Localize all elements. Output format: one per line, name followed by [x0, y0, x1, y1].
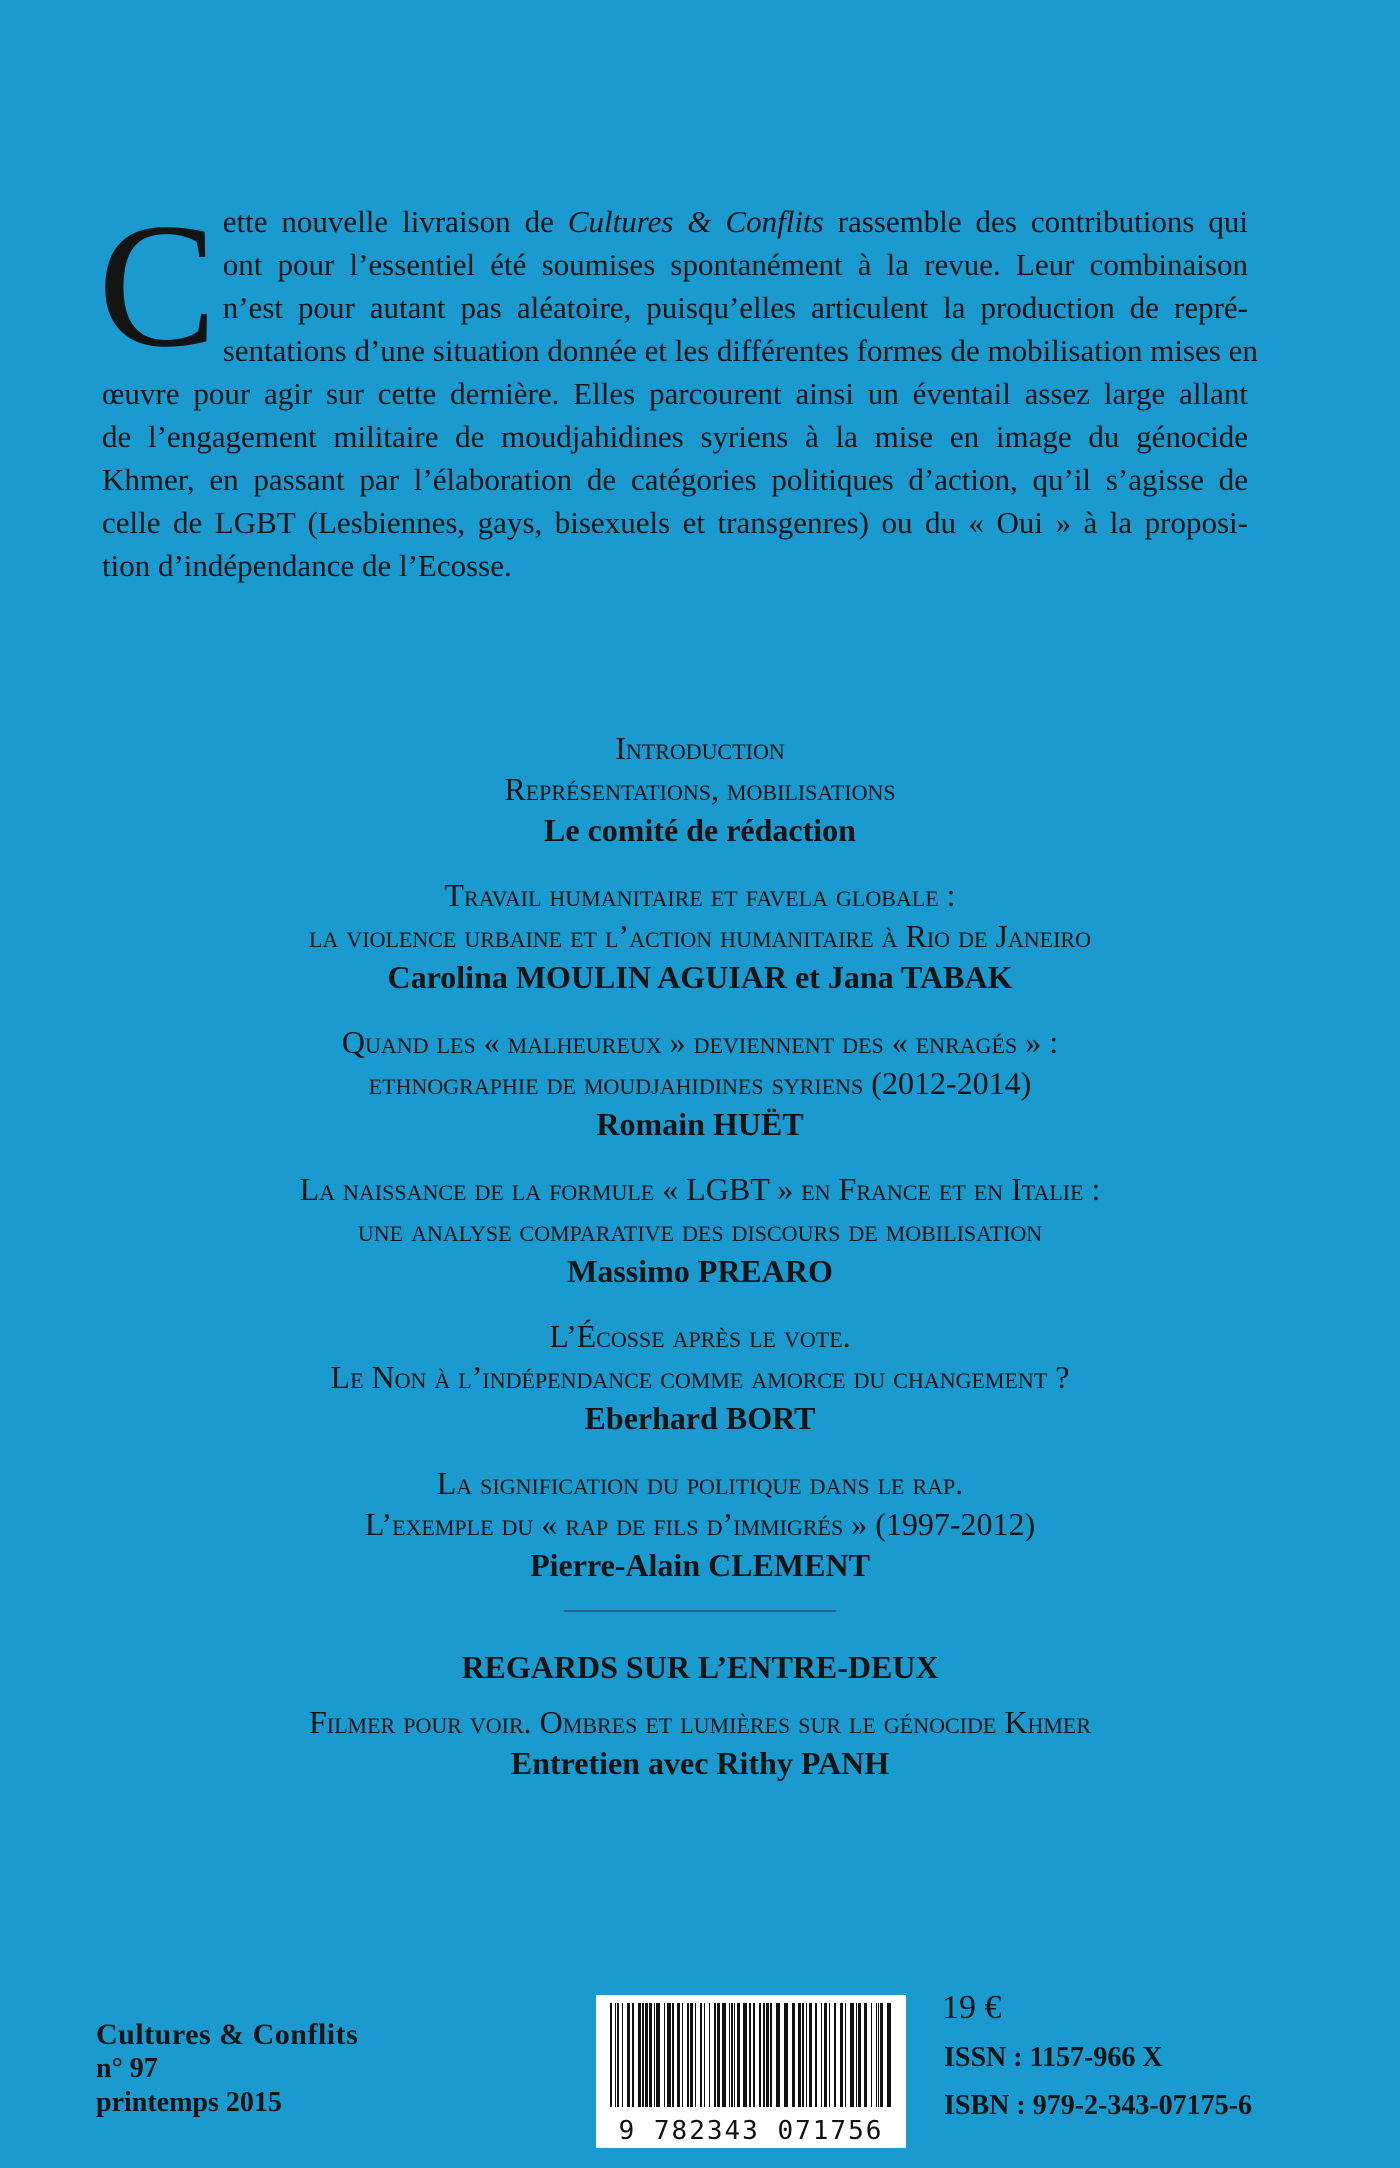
toc-entry	[100, 1169, 1300, 1292]
barcode-bar	[638, 2003, 641, 2107]
barcode-bar	[615, 2003, 616, 2107]
intro-text	[102, 200, 1258, 587]
barcode-bar	[776, 2003, 780, 2107]
barcode-bar	[815, 2003, 817, 2107]
barcode-bar	[672, 2003, 674, 2107]
barcode-bar	[632, 2003, 634, 2107]
barcode-bar	[770, 2003, 772, 2107]
barcode-bars	[604, 2003, 898, 2107]
barcode-bar	[677, 2003, 680, 2107]
barcode-bar	[627, 2003, 630, 2107]
barcode-bar	[809, 2003, 812, 2107]
barcode-bar	[766, 2003, 769, 2107]
barcode-bar	[792, 2003, 795, 2107]
toc-article-title: L’Écosse après le vote.	[549, 1318, 851, 1354]
barcode-bar	[645, 2003, 648, 2107]
barcode-bar	[654, 2003, 655, 2107]
toc-article-title: ethnographie de moudjahidines syriens (2012-2014)	[368, 1065, 1032, 1101]
barcode-bar	[610, 2003, 612, 2107]
toc-article-title: la violence urbaine et l’action humanitaire à Rio de Janeiro	[309, 918, 1091, 954]
toc-author: Carolina MOULIN AGUIAR et Jana TABAK	[387, 959, 1013, 995]
divider	[564, 1610, 836, 1612]
intro-line: ette nouvelle livraison de Cultures & Conflits rassemble des contributions qui	[222, 204, 1249, 239]
barcode-bar	[753, 2003, 755, 2107]
barcode-bar	[656, 2003, 660, 2107]
barcode-bar	[649, 2003, 652, 2107]
toc-article-title: une analyse comparative des discours de mobilisation	[357, 1212, 1043, 1248]
barcode-bar	[864, 2003, 867, 2107]
barcode-bar	[876, 2003, 877, 2107]
intro-line: œuvre pour agir sur cette dernière. Elles parcourent ainsi un éventail assez large allant	[102, 376, 1248, 411]
toc-author: Eberhard BORT	[584, 1400, 816, 1436]
toc-article-title: La signification du politique dans le rap.	[436, 1465, 964, 1501]
isbn: ISBN : 979-2-343-07175-6	[944, 2090, 1252, 2121]
toc-article-title: Introduction	[615, 730, 785, 766]
barcode-bar	[798, 2003, 801, 2107]
barcode-bar	[717, 2003, 720, 2107]
toc-article-title: Représentations, mobilisations	[504, 771, 896, 807]
toc-entry	[100, 1022, 1300, 1145]
barcode-bar	[829, 2003, 830, 2107]
barcode-bar	[834, 2003, 836, 2107]
barcode-bar	[667, 2003, 671, 2107]
barcode-bar	[704, 2003, 705, 2107]
barcode-bar	[687, 2003, 689, 2107]
toc-author: Romain HUËT	[596, 1106, 804, 1142]
intro-line: celle de LGBT (Lesbiennes, gays, bisexuels et transgenres) ou du « Oui » à la proposi-	[102, 505, 1248, 540]
barcode-bar	[802, 2003, 804, 2107]
toc-author: Le comité de rédaction	[544, 812, 856, 848]
identifier-codes	[944, 2034, 1252, 2130]
barcode-bar	[622, 2003, 623, 2107]
toc-article-title: La naissance de la formule « LGBT » en France et en Italie :	[299, 1171, 1101, 1207]
intro-line: n’est pour autant pas aléatoire, puisqu’elles articulent la production de repré-	[222, 290, 1248, 325]
intro-line: sentations d’une situation donnée et les différentes formes de mobilisation mises en	[222, 333, 1258, 368]
barcode-bar	[858, 2003, 861, 2107]
barcode-bar	[731, 2003, 733, 2107]
intro-line: de l’engagement militaire de moudjahidines syriens à la mise en image du génocide	[102, 419, 1248, 454]
barcode-bar	[880, 2003, 883, 2107]
toc-article-title: Travail humanitaire et favela globale :	[444, 877, 956, 913]
journal-name-italic: Cultures & Conflits	[567, 204, 824, 239]
barcode-bar	[743, 2003, 747, 2107]
barcode-bar	[850, 2003, 854, 2107]
barcode-bar	[642, 2003, 644, 2107]
section-heading: REGARDS SUR L’ENTRE-DEUX	[461, 1649, 939, 1685]
intro-line: ont pour l’essentiel été soumises spontanément à la revue. Leur combinaison	[222, 247, 1248, 282]
toc-entry	[100, 728, 1300, 851]
journal-info	[96, 2018, 358, 2120]
barcode-bar	[749, 2003, 751, 2107]
barcode-bar	[714, 2003, 716, 2107]
barcode-bar	[664, 2003, 665, 2107]
barcode-bar	[887, 2003, 891, 2107]
barcode-bar	[840, 2003, 843, 2107]
barcode-bar	[821, 2003, 822, 2107]
intro-paragraph	[98, 186, 1258, 587]
toc-article-title: Le Non à l’indépendance comme amorce du changement ?	[330, 1359, 1070, 1395]
toc-entries	[100, 728, 1300, 1586]
barcode-bar	[871, 2003, 872, 2107]
toc-article-title: Filmer pour voir. Ombres et lumières sur le génocide Khmer	[308, 1704, 1092, 1740]
toc-author: Entretien avec Rithy PANH	[510, 1745, 890, 1781]
toc-entry	[100, 1463, 1300, 1586]
barcode-bar	[722, 2003, 726, 2107]
barcode-bar	[856, 2003, 857, 2107]
toc-entry	[100, 1316, 1300, 1439]
barcode-bar	[763, 2003, 765, 2107]
toc-article-title: Quand les « malheureux » deviennent des « enragés » :	[341, 1024, 1059, 1060]
toc-entry	[100, 875, 1300, 998]
issue-number: n° 97	[96, 2053, 158, 2084]
issue-season: printemps 2015	[96, 2087, 282, 2118]
price: 19 €	[942, 1989, 1002, 2026]
intro-line: Khmer, en passant par l’élaboration de catégories politiques d’action, qu’il s’agisse de	[102, 462, 1248, 497]
table-of-contents	[100, 728, 1300, 1784]
toc-author: Massimo PREARO	[567, 1253, 833, 1289]
issn: ISSN : 1157-966 X	[944, 2042, 1163, 2073]
intro-line: tion d’indépendance de l’Ecosse.	[102, 548, 512, 583]
toc-article-title: L’exemple du « rap de fils d’immigrés » (1997-2012)	[364, 1506, 1036, 1542]
barcode-bar	[878, 2003, 879, 2107]
barcode-bar	[845, 2003, 846, 2107]
toc-author: Pierre-Alain CLEMENT	[530, 1547, 870, 1583]
barcode-bar	[682, 2003, 683, 2107]
barcode-bar	[784, 2003, 788, 2107]
barcode	[596, 1995, 906, 2148]
barcode-bar	[695, 2003, 696, 2107]
barcode-bar	[759, 2003, 761, 2107]
barcode-bar	[709, 2003, 710, 2107]
barcode-digits: 9 782343 071756	[618, 2116, 884, 2146]
journal-title: Cultures & Conflits	[96, 2018, 359, 2051]
barcode-bar	[617, 2003, 619, 2107]
barcode-bar	[700, 2003, 702, 2107]
barcode-bar	[824, 2003, 827, 2107]
barcode-bar	[737, 2003, 740, 2107]
drop-cap: C	[98, 186, 217, 384]
barcode-bar	[729, 2003, 730, 2107]
barcode-bar	[806, 2003, 807, 2107]
barcode-bar	[690, 2003, 693, 2107]
barcode-bar	[734, 2003, 735, 2107]
